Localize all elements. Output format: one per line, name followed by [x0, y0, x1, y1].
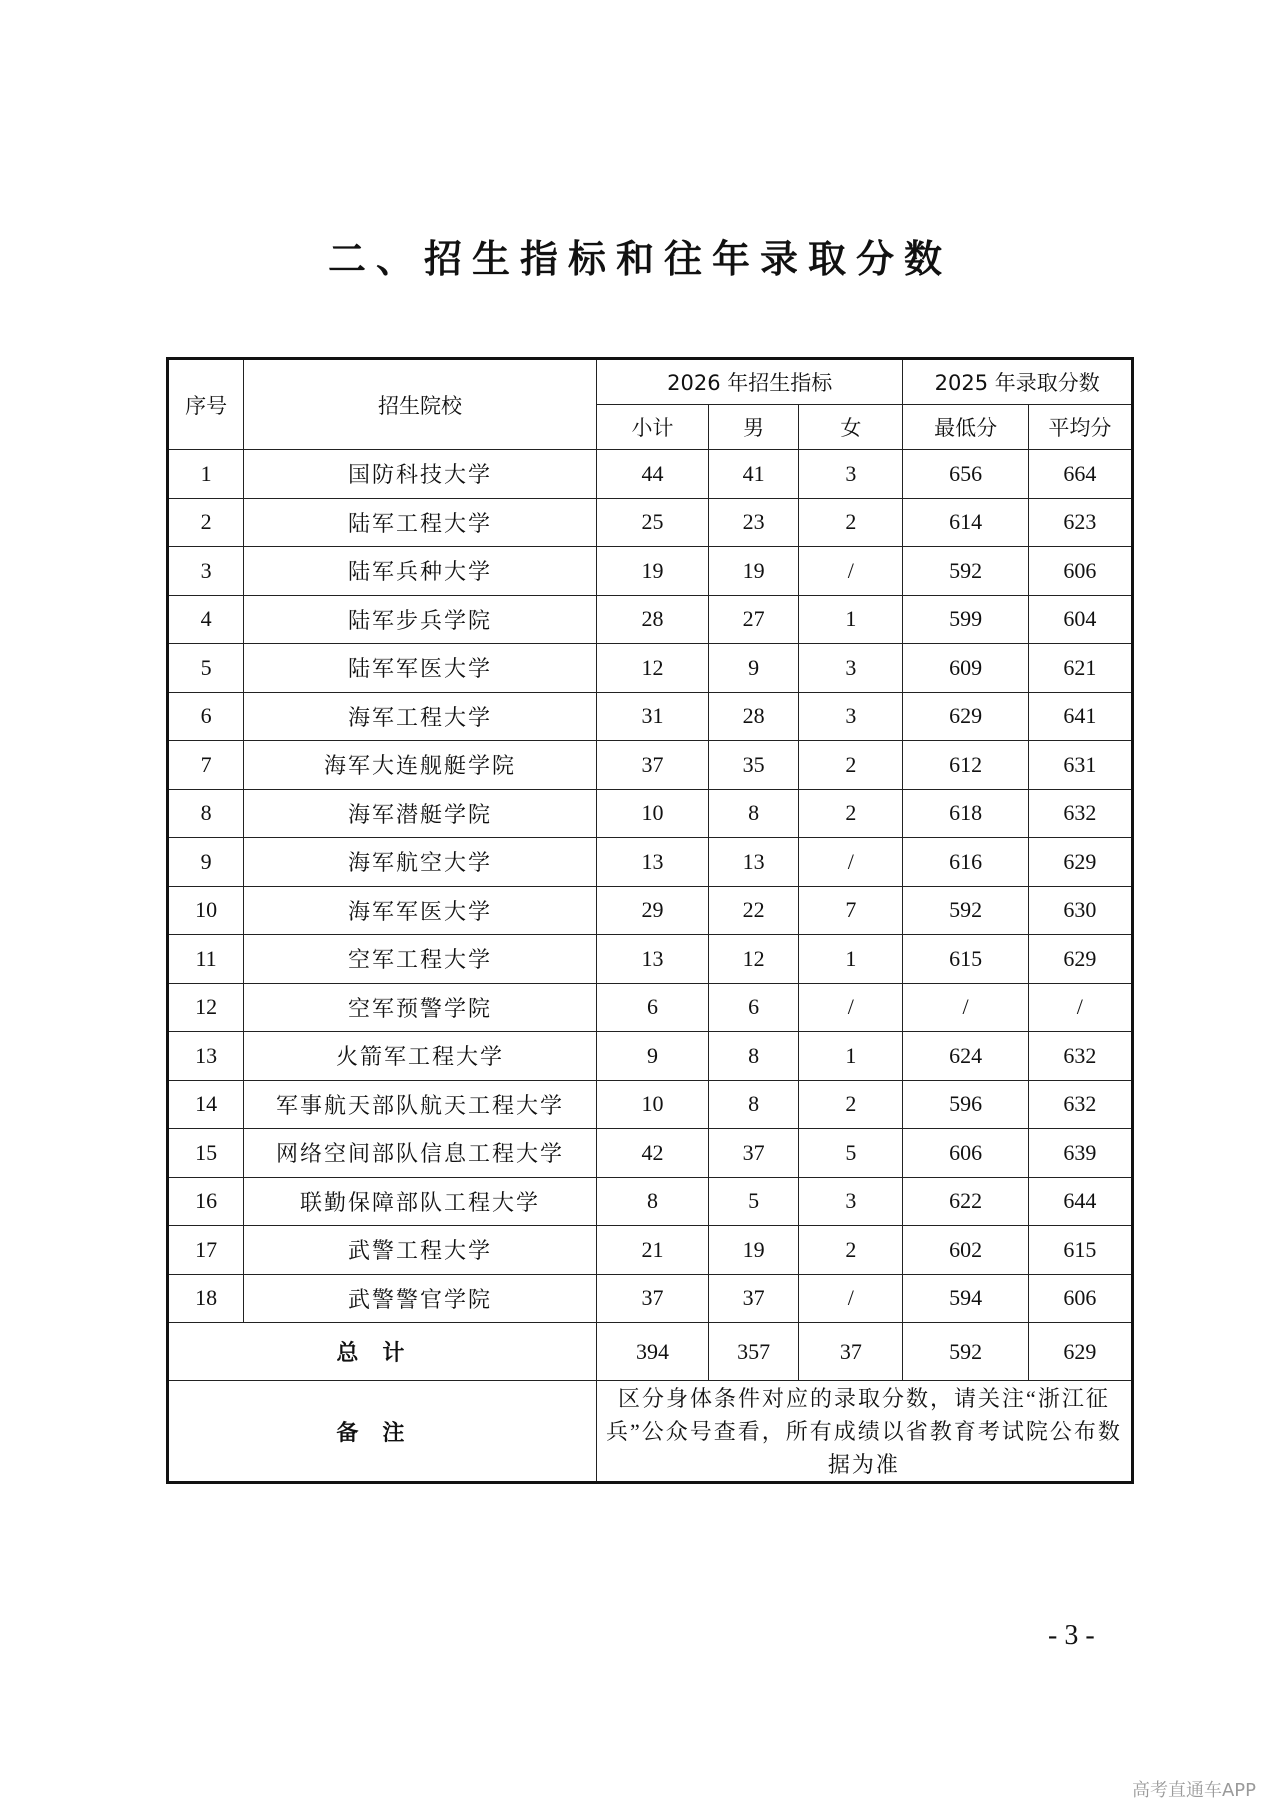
cell-school: 陆军步兵学院 [244, 595, 597, 644]
page-title: 二、招生指标和往年录取分数 [327, 236, 952, 281]
cell-seq: 8 [168, 789, 244, 838]
cell-min: 616 [903, 838, 1028, 887]
cell-subtotal: 12 [596, 644, 708, 693]
cell-seq: 15 [168, 1129, 244, 1178]
total-female: 37 [799, 1323, 903, 1381]
cell-subtotal: 13 [596, 838, 708, 887]
cell-avg: 606 [1028, 547, 1132, 596]
cell-school: 陆军工程大学 [244, 498, 597, 547]
total-male: 357 [709, 1323, 799, 1381]
header-subtotal: 小计 [596, 405, 708, 450]
cell-seq: 6 [168, 692, 244, 741]
table-row [168, 789, 1133, 838]
cell-avg: 629 [1028, 838, 1132, 887]
cell-avg: 604 [1028, 595, 1132, 644]
cell-male: 8 [709, 789, 799, 838]
table-row [168, 450, 1133, 499]
cell-school: 海军工程大学 [244, 692, 597, 741]
cell-min: 629 [903, 692, 1028, 741]
table-row [168, 1226, 1133, 1275]
header-quota-group: 2026 年招生指标 [596, 359, 903, 405]
cell-avg: 623 [1028, 498, 1132, 547]
cell-school: 陆军军医大学 [244, 644, 597, 693]
cell-female: 2 [799, 1080, 903, 1129]
table-row [168, 1177, 1133, 1226]
cell-avg: 641 [1028, 692, 1132, 741]
cell-avg: 632 [1028, 1032, 1132, 1081]
cell-seq: 5 [168, 644, 244, 693]
cell-seq: 14 [168, 1080, 244, 1129]
cell-avg: 664 [1028, 450, 1132, 499]
cell-avg: 629 [1028, 935, 1132, 984]
cell-subtotal: 6 [596, 983, 708, 1032]
cell-seq: 9 [168, 838, 244, 887]
cell-female: 2 [799, 1226, 903, 1275]
cell-seq: 18 [168, 1274, 244, 1323]
cell-avg: 621 [1028, 644, 1132, 693]
cell-min: 656 [903, 450, 1028, 499]
cell-school: 陆军兵种大学 [244, 547, 597, 596]
cell-subtotal: 25 [596, 498, 708, 547]
cell-seq: 17 [168, 1226, 244, 1275]
cell-min: 602 [903, 1226, 1028, 1275]
note-label: 备注 [168, 1381, 597, 1483]
cell-school: 空军预警学院 [244, 983, 597, 1032]
cell-avg: 632 [1028, 789, 1132, 838]
cell-male: 23 [709, 498, 799, 547]
cell-school: 国防科技大学 [244, 450, 597, 499]
cell-female: 3 [799, 644, 903, 693]
note-row [168, 1381, 1133, 1483]
cell-seq: 11 [168, 935, 244, 984]
total-subtotal: 394 [596, 1323, 708, 1381]
cell-subtotal: 10 [596, 1080, 708, 1129]
cell-male: 12 [709, 935, 799, 984]
cell-school: 武警警官学院 [244, 1274, 597, 1323]
cell-seq: 7 [168, 741, 244, 790]
cell-school: 联勤保障部队工程大学 [244, 1177, 597, 1226]
cell-min: 624 [903, 1032, 1028, 1081]
cell-school: 海军军医大学 [244, 886, 597, 935]
cell-male: 6 [709, 983, 799, 1032]
cell-school: 武警工程大学 [244, 1226, 597, 1275]
cell-male: 22 [709, 886, 799, 935]
admissions-table [166, 357, 1134, 1484]
cell-subtotal: 28 [596, 595, 708, 644]
cell-subtotal: 31 [596, 692, 708, 741]
cell-seq: 4 [168, 595, 244, 644]
note-text: 区分身体条件对应的录取分数，请关注“浙江征兵”公众号查看，所有成绩以省教育考试院公布数据为准 [596, 1381, 1132, 1483]
cell-female: 2 [799, 498, 903, 547]
table-row [168, 1080, 1133, 1129]
table-row [168, 1274, 1133, 1323]
table-row [168, 741, 1133, 790]
cell-seq: 10 [168, 886, 244, 935]
page-number: - 3 - [1048, 1620, 1095, 1651]
cell-male: 19 [709, 1226, 799, 1275]
cell-male: 5 [709, 1177, 799, 1226]
cell-female: 1 [799, 595, 903, 644]
cell-min: 599 [903, 595, 1028, 644]
header-seq: 序号 [168, 359, 244, 450]
cell-school: 海军航空大学 [244, 838, 597, 887]
cell-male: 8 [709, 1032, 799, 1081]
cell-avg: 644 [1028, 1177, 1132, 1226]
cell-female: 3 [799, 692, 903, 741]
cell-avg: 632 [1028, 1080, 1132, 1129]
cell-female: 7 [799, 886, 903, 935]
cell-female: 1 [799, 935, 903, 984]
cell-subtotal: 8 [596, 1177, 708, 1226]
cell-min: 594 [903, 1274, 1028, 1323]
cell-female: 2 [799, 741, 903, 790]
cell-male: 27 [709, 595, 799, 644]
cell-seq: 13 [168, 1032, 244, 1081]
total-label: 总计 [168, 1323, 597, 1381]
cell-female: / [799, 547, 903, 596]
cell-seq: 16 [168, 1177, 244, 1226]
cell-min: 622 [903, 1177, 1028, 1226]
cell-subtotal: 9 [596, 1032, 708, 1081]
cell-seq: 1 [168, 450, 244, 499]
cell-avg: 615 [1028, 1226, 1132, 1275]
cell-female: 3 [799, 1177, 903, 1226]
cell-male: 19 [709, 547, 799, 596]
cell-subtotal: 13 [596, 935, 708, 984]
cell-seq: 12 [168, 983, 244, 1032]
cell-subtotal: 44 [596, 450, 708, 499]
cell-subtotal: 37 [596, 741, 708, 790]
cell-avg: 639 [1028, 1129, 1132, 1178]
cell-school: 军事航天部队航天工程大学 [244, 1080, 597, 1129]
cell-min: 592 [903, 547, 1028, 596]
header-row-1 [168, 359, 1133, 405]
cell-female: / [799, 983, 903, 1032]
cell-male: 41 [709, 450, 799, 499]
cell-male: 35 [709, 741, 799, 790]
cell-avg: 631 [1028, 741, 1132, 790]
cell-min: 609 [903, 644, 1028, 693]
total-row [168, 1323, 1133, 1381]
cell-avg: 606 [1028, 1274, 1132, 1323]
table-row [168, 498, 1133, 547]
header-school: 招生院校 [244, 359, 597, 450]
cell-female: 1 [799, 1032, 903, 1081]
cell-subtotal: 29 [596, 886, 708, 935]
cell-avg: 630 [1028, 886, 1132, 935]
cell-subtotal: 10 [596, 789, 708, 838]
cell-male: 37 [709, 1129, 799, 1178]
header-score-group: 2025 年录取分数 [903, 359, 1133, 405]
total-avg: 629 [1028, 1323, 1132, 1381]
cell-min: 615 [903, 935, 1028, 984]
watermark: 高考直通车APP [1131, 1780, 1256, 1801]
cell-subtotal: 37 [596, 1274, 708, 1323]
cell-school: 网络空间部队信息工程大学 [244, 1129, 597, 1178]
cell-female: 3 [799, 450, 903, 499]
cell-min: 614 [903, 498, 1028, 547]
header-avg-score: 平均分 [1028, 405, 1132, 450]
cell-subtotal: 19 [596, 547, 708, 596]
table-row [168, 1032, 1133, 1081]
table-row [168, 595, 1133, 644]
cell-subtotal: 42 [596, 1129, 708, 1178]
cell-min: / [903, 983, 1028, 1032]
cell-school: 空军工程大学 [244, 935, 597, 984]
table-row [168, 935, 1133, 984]
table-row [168, 547, 1133, 596]
header-male: 男 [709, 405, 799, 450]
cell-seq: 2 [168, 498, 244, 547]
cell-male: 28 [709, 692, 799, 741]
table-row [168, 644, 1133, 693]
table-row [168, 886, 1133, 935]
cell-min: 606 [903, 1129, 1028, 1178]
header-female: 女 [799, 405, 903, 450]
cell-school: 海军潜艇学院 [244, 789, 597, 838]
cell-school: 火箭军工程大学 [244, 1032, 597, 1081]
cell-male: 8 [709, 1080, 799, 1129]
table-row [168, 838, 1133, 887]
table-row [168, 692, 1133, 741]
cell-male: 9 [709, 644, 799, 693]
header-min-score: 最低分 [903, 405, 1028, 450]
cell-min: 592 [903, 886, 1028, 935]
cell-female: / [799, 1274, 903, 1323]
cell-seq: 3 [168, 547, 244, 596]
cell-min: 612 [903, 741, 1028, 790]
cell-min: 618 [903, 789, 1028, 838]
cell-min: 596 [903, 1080, 1028, 1129]
table-row [168, 1129, 1133, 1178]
cell-female: 5 [799, 1129, 903, 1178]
cell-female: / [799, 838, 903, 887]
cell-school: 海军大连舰艇学院 [244, 741, 597, 790]
cell-male: 13 [709, 838, 799, 887]
cell-female: 2 [799, 789, 903, 838]
cell-male: 37 [709, 1274, 799, 1323]
cell-avg: / [1028, 983, 1132, 1032]
total-min: 592 [903, 1323, 1028, 1381]
cell-subtotal: 21 [596, 1226, 708, 1275]
table-row [168, 983, 1133, 1032]
